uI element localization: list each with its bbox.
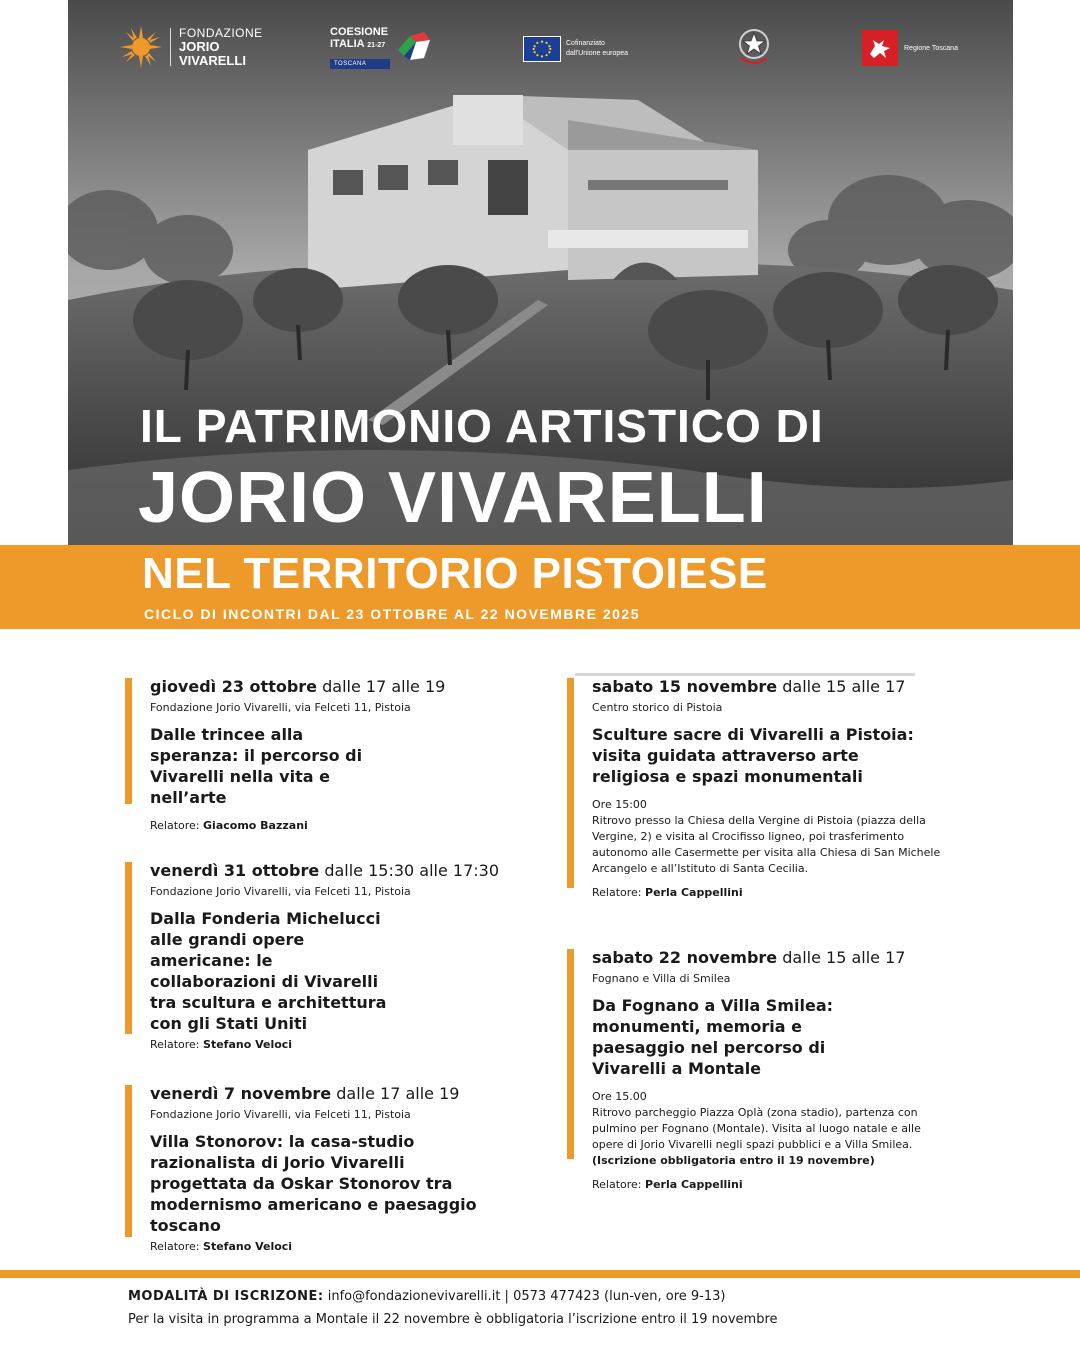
event-card (125, 1083, 545, 1255)
event-day: sabato 15 novembre (592, 677, 778, 696)
event-day: venerdì 7 novembre (150, 1084, 332, 1103)
event-title: Villa Stonorov: la casa-studio razionalista di Jorio Vivarelli progettata da Oskar Stonorov tra modernismo americano e paesaggio toscano (150, 1132, 477, 1235)
event-hours: dalle 15 alle 17 (777, 948, 906, 967)
bottom-rule (0, 1270, 1080, 1278)
event-hours: dalle 15:30 alle 17:30 (319, 861, 500, 880)
title-line2: JORIO VIVARELLI (138, 458, 768, 538)
eu-line1: Cofinanziato (566, 40, 605, 47)
event-place: Fognano e Villa di Smilea (592, 972, 731, 985)
fondazione-wordmark (179, 26, 263, 68)
event-accent-bar (125, 1085, 132, 1237)
event-card (567, 947, 987, 1193)
event-accent-bar (125, 862, 132, 1034)
toscana-label: Regione Toscana (904, 44, 958, 52)
event-card (567, 676, 987, 901)
event-when (150, 1083, 545, 1105)
event-day: giovedì 23 ottobre (150, 677, 318, 696)
italian-emblem-icon (736, 24, 772, 70)
event-accent-bar (125, 678, 132, 804)
event-time: Ore 15:00 (592, 798, 647, 811)
speaker-label: Relatore: (150, 819, 204, 832)
event-day: sabato 22 novembre (592, 948, 778, 967)
speaker-label: Relatore: (592, 886, 646, 899)
registration-note: Per la visita in programma a Montale il 22 novembre è obbligatoria l’iscrizione entro il 19 novembre (128, 1312, 778, 1327)
event-time: Ore 15.00 (592, 1090, 647, 1103)
event-hours: dalle 15 alle 17 (777, 677, 906, 696)
speaker-label: Relatore: (150, 1038, 204, 1051)
eu-logo (523, 36, 628, 62)
event-card (125, 860, 545, 1053)
coesione-line1: COESIONE (330, 26, 389, 38)
fondazione-logo (120, 26, 263, 68)
fjv-line2: JORIO (179, 39, 220, 54)
event-when (150, 676, 545, 698)
band-subtitle: CICLO DI INCONTRI DAL 23 OTTOBRE AL 22 NOVEMBRE 2025 (144, 606, 641, 622)
speaker-name: Stefano Veloci (203, 1038, 293, 1051)
coesione-italia: ITALIA (330, 38, 365, 50)
coesione-logo (330, 26, 434, 70)
event-when (592, 947, 987, 969)
sun-icon (120, 26, 162, 68)
registration-label: MODALITÀ DI ISCRIZONE: (128, 1289, 324, 1304)
repubblica-logo (736, 24, 772, 70)
event-day: venerdì 31 ottobre (150, 861, 320, 880)
event-card (125, 676, 545, 834)
speaker-label: Relatore: (592, 1178, 646, 1191)
event-speaker (150, 818, 545, 834)
event-description: Ritrovo parcheggio Piazza Oplà (zona stadio), partenza con pulmino per Fognano (Montale). Visita al luogo natale e alle opere di Jorio Vivarelli negli spazi pubblici e a Villa Smilea. (592, 1106, 921, 1151)
event-title: Sculture sacre di Vivarelli a Pistoia: visita guidata attraverso arte religiosa e spazi monumentali (592, 725, 914, 786)
event-speaker (592, 885, 987, 901)
event-place: Fondazione Jorio Vivarelli, via Felceti 11, Pistoia (150, 701, 411, 714)
event-hours: dalle 17 alle 19 (317, 677, 446, 696)
event-place: Centro storico di Pistoia (592, 701, 723, 714)
registration-line (128, 1288, 725, 1306)
event-note: (Iscrizione obbligatoria entro il 19 novembre) (592, 1154, 875, 1167)
event-accent-bar (567, 678, 574, 888)
event-accent-bar (567, 949, 574, 1159)
coesione-region: TOSCANA (330, 59, 390, 69)
coesione-years: 21-27 (367, 42, 386, 49)
toscana-flag (862, 30, 898, 66)
speaker-name: Giacomo Bazzani (203, 819, 308, 832)
event-title: Dalla Fonderia Michelucci alle grandi opere americane: le collaborazioni di Vivarelli tra scultura e architettura con gli Stati Uniti (150, 909, 387, 1033)
band-title: NEL TERRITORIO PISTOIESE (142, 549, 768, 598)
logo-divider (170, 28, 171, 66)
event-place: Fondazione Jorio Vivarelli, via Felceti 11, Pistoia (150, 885, 411, 898)
event-speaker (150, 1239, 545, 1255)
title-line1: IL PATRIMONIO ARTISTICO DI (140, 400, 824, 452)
toscana-logo (862, 30, 958, 66)
speaker-label: Relatore: (150, 1240, 204, 1253)
event-hours: dalle 17 alle 19 (331, 1084, 460, 1103)
speaker-name: Perla Cappellini (645, 886, 743, 899)
event-title: Dalle trincee alla speranza: il percorso di Vivarelli nella vita e nell’arte (150, 725, 363, 807)
eu-line2: dall'Unione europea (566, 50, 629, 57)
event-speaker (150, 1037, 545, 1053)
fjv-line1: FONDAZIONE (179, 26, 263, 40)
coesione-cube-icon (394, 28, 434, 68)
eu-flag-icon (523, 36, 561, 62)
event-description: Ritrovo presso la Chiesa della Vergine di Pistoia (piazza della Vergine, 2) e visita al Crocifisso ligneo, poi trasferimento autonomo alle Casermette per visita alla Chiesa di San Michele Arcangelo e all’Istituto di Santa Cecilia. (592, 814, 941, 875)
event-speaker (592, 1177, 987, 1193)
speaker-name: Perla Cappellini (645, 1178, 743, 1191)
event-title: Da Fognano a Villa Smilea: monumenti, memoria e paesaggio nel percorso di Vivarelli a Montale (592, 996, 834, 1078)
coesione-line2 (330, 38, 390, 52)
speaker-name: Stefano Veloci (203, 1240, 293, 1253)
logos-strip (68, 22, 1013, 74)
fjv-line3: VIVARELLI (179, 53, 246, 68)
pegasus-icon (866, 34, 894, 62)
registration-contacts: info@fondazionevivarelli.it | 0573 477423 (lun-ven, ore 9-13) (323, 1289, 726, 1304)
event-when (150, 860, 545, 882)
event-place: Fondazione Jorio Vivarelli, via Felceti 11, Pistoia (150, 1108, 411, 1121)
event-when (592, 676, 987, 698)
